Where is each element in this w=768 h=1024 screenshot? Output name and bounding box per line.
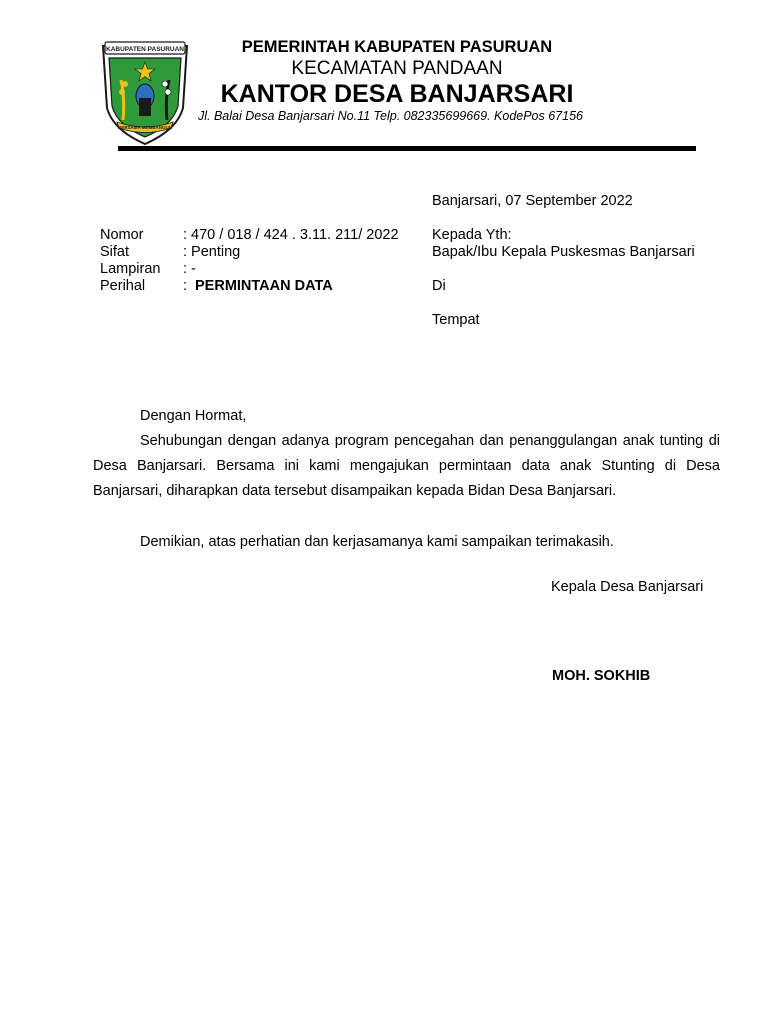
letterhead-government: PEMERINTAH KABUPATEN PASURUAN (241, 38, 553, 56)
recipient-place: Tempat (432, 312, 480, 328)
nomor-value: : 470 / 018 / 424 . 3.11. 211/ 2022 (183, 227, 399, 243)
sifat-label: Sifat (100, 244, 130, 260)
letter-date: Banjarsari, 07 September 2022 (432, 193, 633, 209)
lampiran-label: Lampiran (100, 261, 161, 277)
perihal-label: Perihal (100, 278, 146, 294)
letterhead-district: KECAMATAN PANDAAN (291, 58, 503, 79)
signatory-name: MOH. SOKHIB (552, 668, 651, 684)
greeting: Dengan Hormat, (140, 408, 247, 424)
emblem-text-top: KABUPATEN PASURUAN (106, 46, 184, 53)
recipient-di: Di (432, 278, 446, 294)
recipient-salutation: Kepada Yth: (432, 227, 512, 243)
letterhead-address: Jl. Balai Desa Banjarsari No.11 Telp. 082335699669. KodePos 67156 (198, 109, 583, 123)
perihal-value: PERMINTAAN DATA (195, 278, 333, 294)
recipient-name: Bapak/Ibu Kepala Puskesmas Banjarsari (432, 244, 695, 260)
nomor-label: Nomor (100, 227, 144, 243)
perihal-colon: : (183, 278, 188, 294)
letterhead-office: KANTOR DESA BANJARSARI (220, 80, 574, 108)
lampiran-value: : - (183, 261, 196, 277)
sifat-value: : Penting (183, 244, 241, 260)
letterhead-divider (118, 146, 696, 151)
body-paragraph: Sehubungan dengan adanya program pencegahan dan penanggulangan anak tunting di Desa Banjarsari. Bersama ini kami mengajukan permintaan data anak Stunting di Desa Banjarsari, diharapkan data tersebut disampaikan kepada Bidan Desa Banjarsari. (93, 433, 720, 499)
closing-sentence: Demikian, atas perhatian dan kerjasamanya kami sampaikan terimakasih. (140, 534, 614, 550)
emblem-text-bottom: BERSAMA MEMBANGUN (117, 125, 173, 130)
regency-emblem (95, 38, 195, 146)
signatory-title: Kepala Desa Banjarsari (551, 579, 704, 595)
regency-emblem-svg (95, 38, 195, 146)
